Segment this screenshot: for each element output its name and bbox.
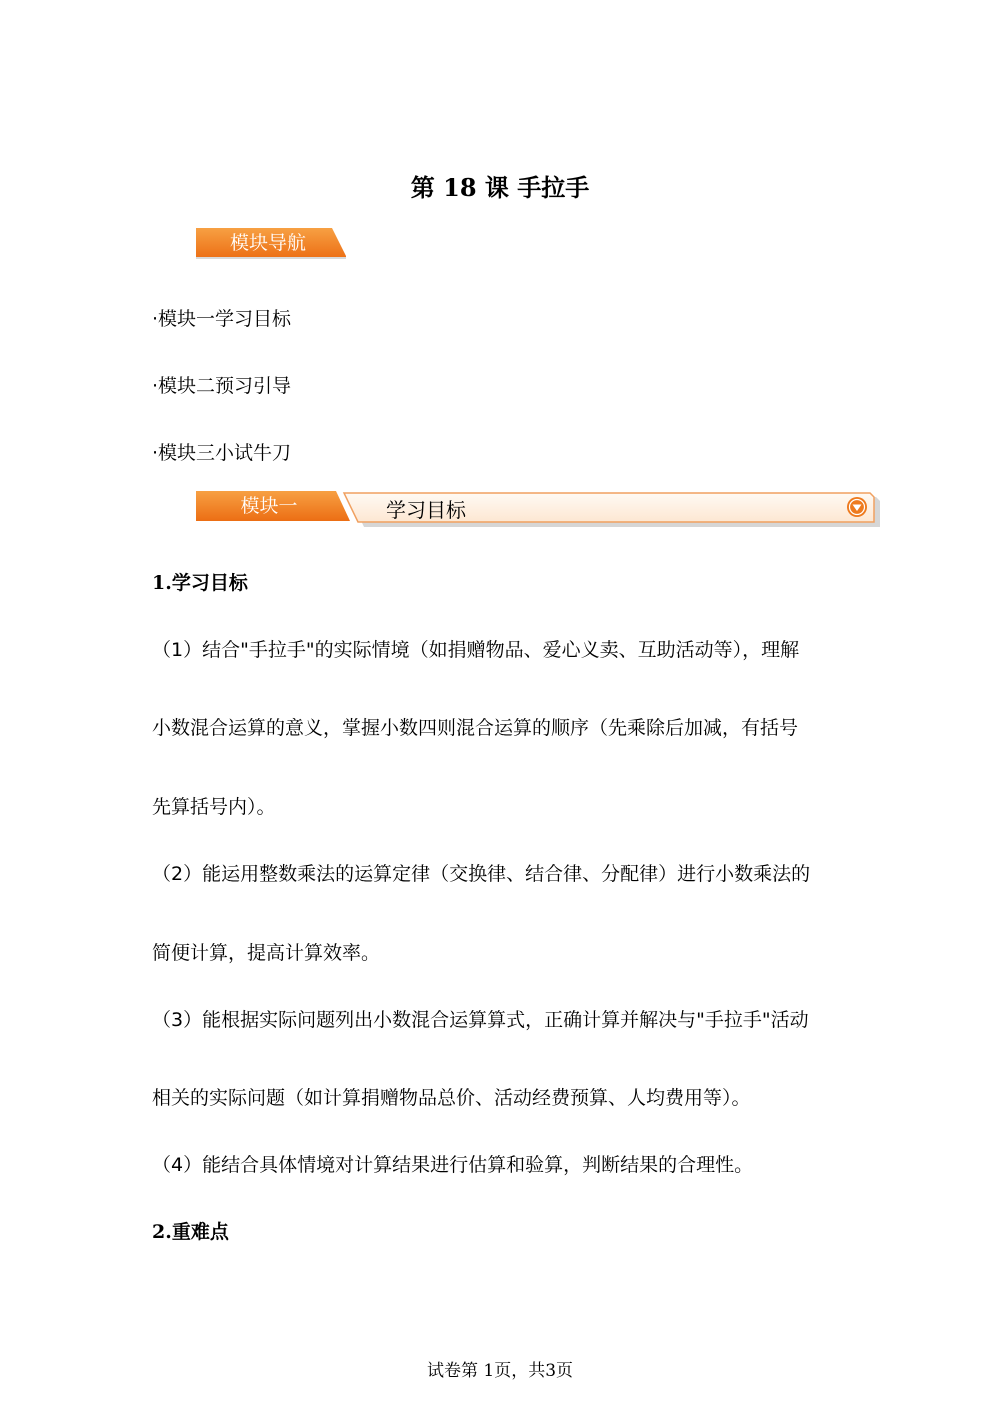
- section-heading-text: 学习目标: [171, 572, 248, 594]
- module-nav-tab: [196, 228, 346, 259]
- section-number: 1.: [152, 572, 172, 594]
- page-title: 第 18 课 手拉手: [410, 173, 590, 202]
- paragraph-line: （3）能根据实际问题列出小数混合运算算式，正确计算并解决与"手拉手"活动: [152, 1009, 809, 1031]
- paragraph-line: 相关的实际问题（如计算捐赠物品总价、活动经费预算、人均费用等）。: [152, 1087, 751, 1109]
- nav-item-module-two[interactable]: ·模块二预习引导: [152, 375, 292, 397]
- section-number: 2.: [152, 1221, 172, 1243]
- module-one-header: [196, 491, 880, 527]
- section-heading-learning-goals: [152, 571, 248, 595]
- paragraph-line: 小数混合运算的意义，掌握小数四则混合运算的顺序（先乘除后加减，有括号: [152, 717, 799, 739]
- page-footer: 试卷第 1页，共3页: [426, 1361, 574, 1381]
- paragraph-line: （4）能结合具体情境对计算结果进行估算和验算，判断结果的合理性。: [152, 1154, 754, 1176]
- nav-item-module-three[interactable]: ·模块三小试牛刀: [152, 442, 292, 464]
- paragraph-line: （2）能运用整数乘法的运算定律（交换律、结合律、分配律）进行小数乘法的: [152, 863, 811, 885]
- paragraph-line: 先算括号内）。: [152, 796, 276, 818]
- module-one-number: 模块一: [240, 495, 298, 517]
- nav-item-module-one[interactable]: ·模块一学习目标: [152, 308, 292, 330]
- section-heading-key-points: [152, 1220, 229, 1244]
- section-heading-text: 重难点: [171, 1221, 229, 1243]
- module-nav-label: 模块导航: [229, 232, 306, 254]
- module-one-title: 学习目标: [386, 498, 466, 522]
- chevron-down-icon[interactable]: [846, 496, 868, 518]
- paragraph-line: 简便计算，提高计算效率。: [152, 942, 381, 964]
- paragraph-line: （1）结合"手拉手"的实际情境（如捐赠物品、爱心义卖、互助活动等），理解: [152, 639, 800, 661]
